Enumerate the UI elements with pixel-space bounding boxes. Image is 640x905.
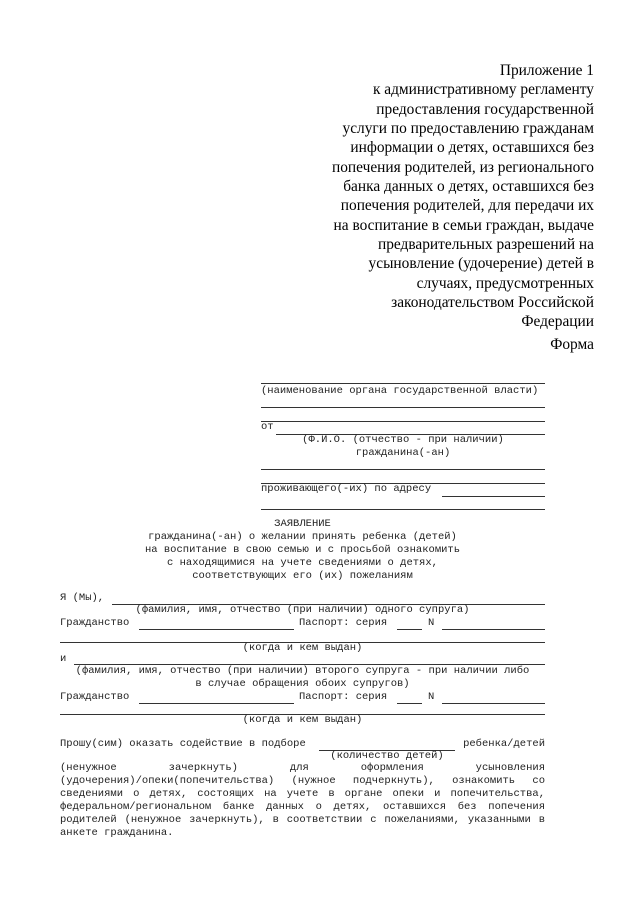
spouse1-number-label: N (428, 617, 435, 629)
count-caption: (количество детей) (330, 750, 444, 762)
fio-caption-1: (Ф.И.О. (отчество - при наличии) (302, 434, 504, 446)
from-label: от (261, 421, 274, 433)
organ-line-2 (261, 407, 545, 408)
appendix-line: Приложение 1 (499, 62, 594, 79)
spouse1-series-line (397, 629, 422, 630)
appendix-line: попечения родителей, для передачи их (340, 197, 594, 215)
request-text-line-3: сведениями о детях, состоящих на учете в органе опеки и попечительства, (60, 788, 545, 800)
address-line-1 (442, 496, 545, 497)
appendix-line: к административному регламенту (372, 81, 594, 99)
request-text-line-4: федеральном/региональном банке данных о детях, оставшихся без попечения (60, 801, 545, 813)
appendix-block (294, 61, 594, 332)
title-line-3: с находящимися на учете сведениями о детях, (167, 557, 438, 569)
organ-line-3 (261, 421, 545, 422)
appendix-line: случаях, предусмотренных (416, 274, 594, 292)
title-line-2: на воспитание в свою семью и с просьбой ознакомить (144, 544, 461, 556)
spouse1-number-line (442, 629, 545, 630)
spouse2-label: и (60, 653, 67, 665)
request-line1-end: ребенка/детей (463, 738, 545, 750)
spouse2-caption-1: (фамилия, имя, отчество (при наличии) второго супруга - при наличии либо (75, 665, 530, 677)
spouse2-citizenship-line (139, 703, 294, 704)
fio-caption-2: гражданина(-ан) (355, 447, 451, 459)
spouse1-issued-caption: (когда и кем выдан) (242, 642, 363, 654)
request-text-last-line: анкете гражданина. (60, 827, 174, 839)
appendix-line: на воспитание в семьи граждан, выдаче (333, 216, 594, 234)
document-title: ЗАЯВЛЕНИЕ (274, 518, 331, 530)
organ-line-1 (261, 383, 545, 384)
appendix-line: Федерации (521, 313, 594, 331)
appendix-line: банка данных о детях, оставшихся без (343, 178, 594, 196)
spouse1-passport-label: Паспорт: серия (299, 617, 388, 629)
organ-caption: (наименование органа государственной власти) (261, 385, 539, 397)
address-label: проживающего(-их) по адресу (261, 483, 432, 495)
appendix-line: предварительных разрешений на (377, 236, 594, 254)
spouse2-series-line (397, 703, 422, 704)
citizen-line-1 (261, 469, 545, 470)
spouse1-citizenship-label: Гражданство (60, 617, 130, 629)
spouse2-citizenship-label: Гражданство (60, 691, 130, 703)
spouse2-issued-caption: (когда и кем выдан) (242, 714, 363, 726)
appendix-line: законодательством Российской (391, 294, 594, 312)
spouse2-passport-label: Паспорт: серия (299, 691, 388, 703)
request-text-line-1: (ненужное зачеркнуть) для оформления усыновления (60, 762, 545, 774)
title-line-1: гражданина(-ан) о желании принять ребенка (детей) (148, 531, 457, 543)
appendix-line: услуги по предоставлению гражданам (342, 120, 594, 138)
spouse2-caption-2: в случае обращения обоих супругов) (195, 678, 410, 690)
form-label: Форма (550, 336, 594, 353)
title-line-4: соответствующих его (их) пожеланиям (192, 570, 413, 582)
appendix-line: предоставления государственной (376, 100, 594, 118)
spouse2-number-label: N (428, 691, 435, 703)
appendix-line: попечения родителей, из регионального (332, 158, 594, 176)
request-text-line-5: родителей (ненужное зачеркнуть), в соответствии с пожеланиями, указанными в (60, 814, 545, 826)
address-line-2 (261, 509, 545, 510)
request-line1-start: Прошу(сим) оказать содействие в подборе (60, 738, 306, 750)
appendix-line: информации о детях, оставшихся без (350, 139, 594, 157)
spouse1-citizenship-line (139, 629, 294, 630)
spouse1-label: Я (Мы), (60, 592, 105, 604)
spouse2-number-line (442, 703, 545, 704)
request-text-line-2: (удочерения)/опеки(попечительства) (нужное подчеркнуть), ознакомить со (60, 775, 545, 787)
spouse1-caption: (фамилия, имя, отчество (при наличии) одного супруга) (135, 604, 470, 616)
appendix-line: усыновление (удочерение) детей в (368, 255, 594, 273)
